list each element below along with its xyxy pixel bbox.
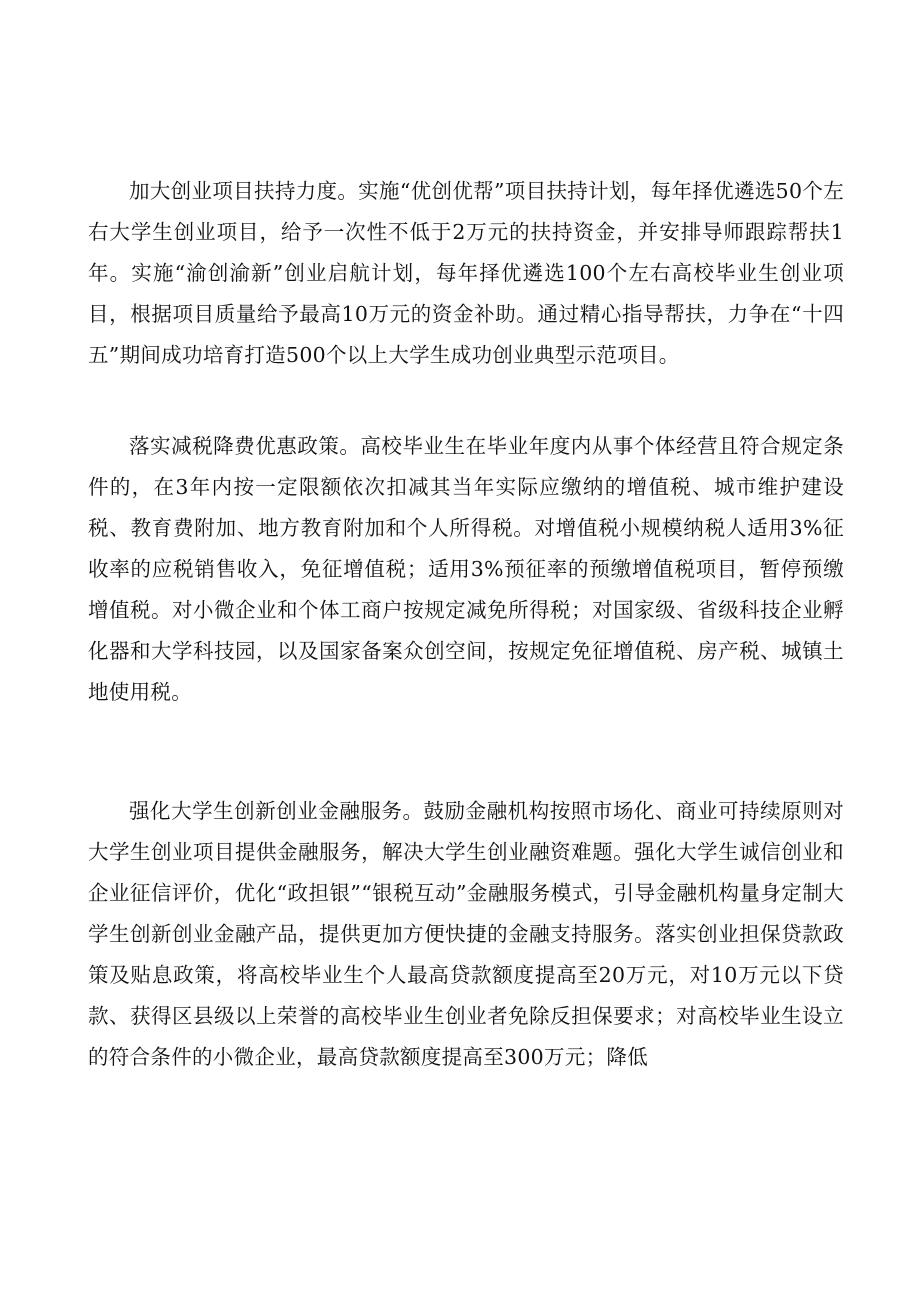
paragraph-tax-reduction-policy — [88, 426, 844, 713]
paragraph-text: 落实减税降费优惠政策。高校毕业生在毕业年度内从事个体经营且符合规定条件的，在3年内按一定限额依次扣减其当年实际应缴纳的增值税、城市维护建设税、教育费附加、地方教育附加和个人所得税。对增值税小规模纳税人适用3%征收率的应税销售收入，免征增值税；适用3%预征率的预缴增值税项目，暂停预缴增值税。对小微企业和个体工商户按规定减免所得税；对国家级、省级科技企业孵化器和大学科技园，以及国家备案众创空间，按规定免征增值税、房产税、城镇土地使用税。 — [88, 434, 844, 704]
paragraph-financial-services — [88, 791, 844, 1078]
paragraph-text: 加大创业项目扶持力度。实施“优创优帮”项目扶持计划，每年择优遴选50个左右大学生创业项目，给予一次性不低于2万元的扶持资金，并安排导师跟踪帮扶1年。实施“渝创渝新”创业启航计划，每年择优遴选100个左右高校毕业生创业项目，根据项目质量给予最高10万元的资金补助。通过精心指导帮扶，力争在“十四五”期间成功培育打造500个以上大学生成功创业典型示范项目。 — [88, 179, 844, 367]
paragraph-startup-project-support — [88, 171, 844, 376]
paragraph-text: 强化大学生创新创业金融服务。鼓励金融机构按照市场化、商业可持续原则对大学生创业项目提供金融服务，解决大学生创业融资难题。强化大学生诚信创业和企业征信评价，优化“政担银”“银税互动”金融服务模式，引导金融机构量身定制大学生创新创业金融产品，提供更加方便快捷的金融支持服务。落实创业担保贷款政策及贴息政策，将高校毕业生个人最高贷款额度提高至20万元，对10万元以下贷款、获得区县级以上荣誉的高校毕业生创业者免除反担保要求；对高校毕业生设立的符合条件的小微企业，最高贷款额度提高至300万元；降低 — [88, 799, 844, 1069]
